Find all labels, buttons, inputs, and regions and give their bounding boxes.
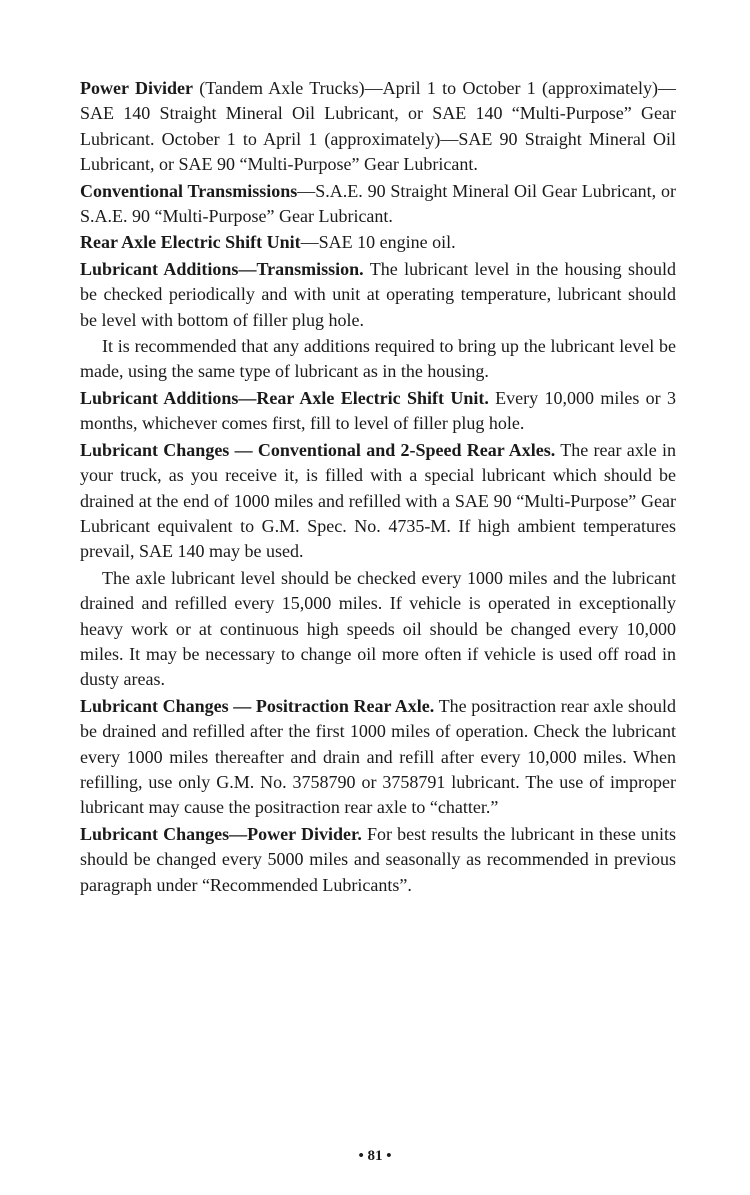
paragraph-text: The lubricant level in the housing should be checked periodically and with unit at operating temperature, lubricant should be level with bottom of filler plug hole.: [80, 258, 676, 330]
paragraph-conventional-transmissions: [80, 179, 676, 230]
paragraph-heading: Lubricant Additions—Rear Axle Electric Shift Unit.: [80, 387, 489, 408]
paragraph-additions-transmission: [80, 257, 676, 333]
paragraph-heading: Rear Axle Electric Shift Unit: [80, 232, 301, 253]
paragraph-power-divider: [80, 76, 676, 178]
paragraph-heading: Lubricant Changes — Conventional and 2-Speed Rear Axles.: [80, 439, 556, 460]
paragraph-text: Every 10,000 miles or 3 months, whichever comes first, fill to level of filler plug hole.: [80, 387, 676, 434]
paragraph-axle-level-check: [80, 566, 676, 693]
paragraph-text: The positraction rear axle should be drained and refilled after the first 1000 miles of operation. Check the lubricant every 1000 miles thereafter and drain and refill after every 10,000 miles. When refilling, use only G.M. No. 3758790 or 3758791 lubricant. The use of improper lubricant may cause the positraction rear axle to “chatter.”: [80, 695, 676, 818]
paragraph-text: The rear axle in your truck, as you receive it, is filled with a special lubricant which should be drained at the end of 1000 miles and refilled with a SAE 90 “Multi-Purpose” Gear Lubricant equivalent to G.M. Spec. No. 4735-M. If high ambient temperatures prevail, SAE 140 may be used.: [80, 439, 676, 562]
paragraph-changes-positraction: [80, 694, 676, 821]
paragraph-text: —S.A.E. 90 Straight Mineral Oil Gear Lubricant, or S.A.E. 90 “Multi-Purpose” Gear Lubricant.: [80, 180, 677, 227]
paragraph-text: For best results the lubricant in these units should be changed every 5000 miles and seasonally as recommended in previous paragraph under “Recommended Lubricants”.: [80, 823, 677, 895]
page-number: • 81 •: [358, 1148, 392, 1164]
paragraph-text: (Tandem Axle Trucks)—April 1 to October 1 (approximately)—SAE 140 Straight Mineral Oil Lubricant, or SAE 140 “Multi-Purpose” Gear Lubricant. October 1 to April 1 (approximately)—SAE 90 Straight Mineral Oil Lubricant, or SAE 90 “Multi-Purpose” Gear Lubricant.: [80, 78, 677, 175]
document-body: [80, 76, 676, 899]
paragraph-text: —SAE 10 engine oil.: [300, 232, 456, 253]
paragraph-text: It is recommended that any additions required to bring up the lubricant level be made, using the same type of lubricant as in the housing.: [80, 336, 676, 382]
paragraph-changes-power-divider: [80, 822, 676, 898]
paragraph-text: The axle lubricant level should be checked every 1000 miles and the lubricant drained and refilled every 15,000 miles. If vehicle is operated in exceptionally heavy work or at continuous high speeds oil should be changed every 10,000 miles. It may be necessary to change oil more often if vehicle is used off road in dusty areas.: [80, 567, 676, 690]
paragraph-changes-conventional-axles: [80, 438, 676, 565]
paragraph-heading: Conventional Transmissions: [80, 180, 298, 201]
paragraph-heading: Lubricant Changes—Power Divider.: [80, 823, 362, 844]
paragraph-recommendation: [80, 334, 676, 385]
paragraph-additions-shift-unit: [80, 386, 676, 437]
paragraph-heading: Lubricant Additions—Transmission.: [80, 258, 364, 279]
paragraph-heading: Power Divider: [80, 78, 193, 98]
paragraph-rear-axle-shift-unit: [80, 230, 676, 255]
paragraph-heading: Lubricant Changes — Positraction Rear Axle.: [80, 695, 435, 716]
